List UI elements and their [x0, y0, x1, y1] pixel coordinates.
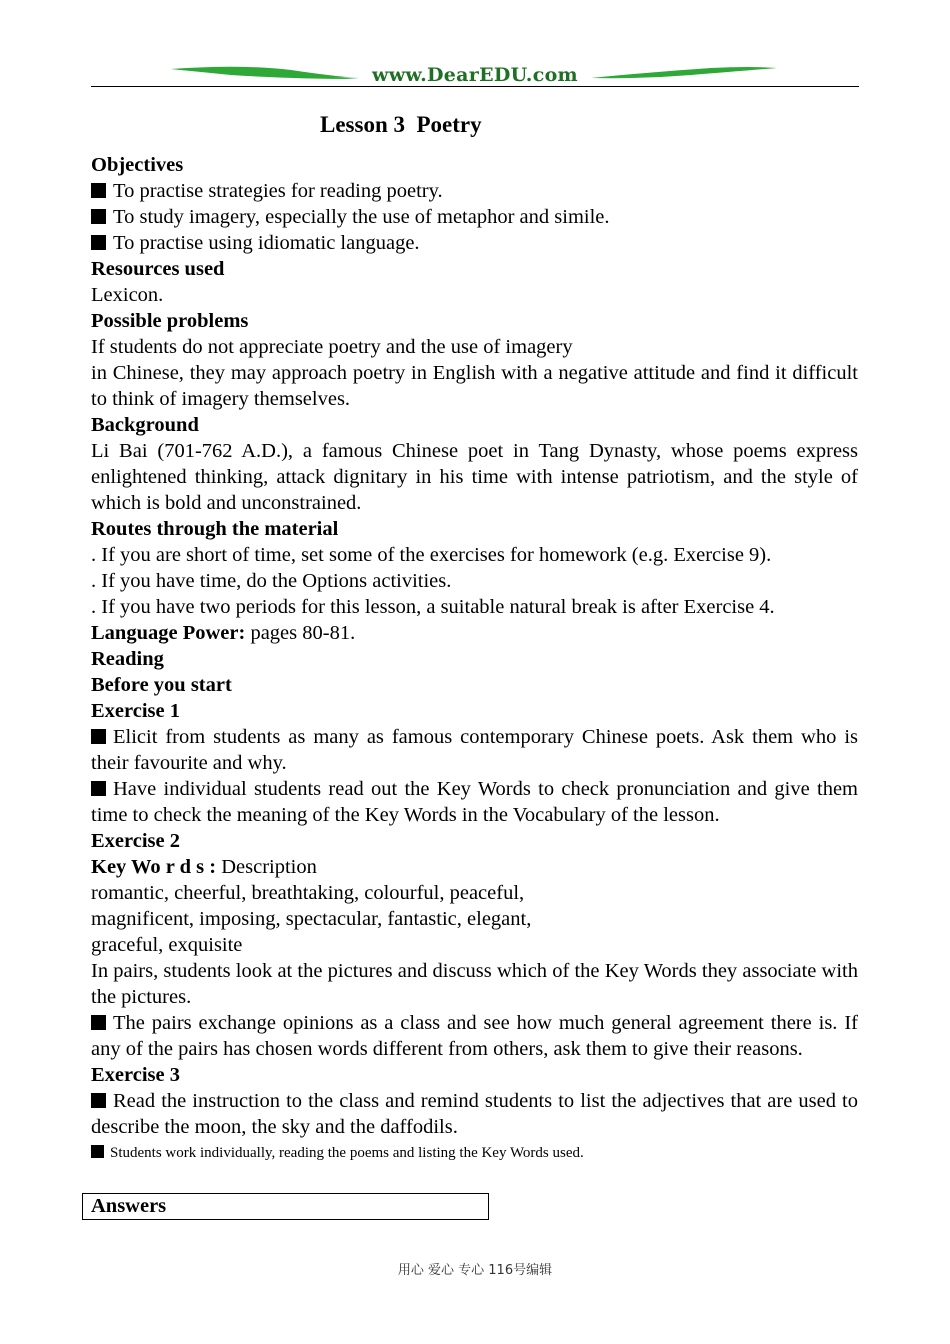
objective-item: To study imagery, especially the use of metaphor and simile. — [91, 204, 858, 230]
page-header — [91, 62, 859, 92]
objective-item: To practise strategies for reading poetry. — [91, 178, 858, 204]
lesson-content — [91, 152, 858, 1166]
resources-text: Lexicon. — [91, 284, 164, 306]
exercise1-item: Elicit from students as many as famous contemporary Chinese poets. Ask them who is their favourite and why. — [91, 726, 858, 774]
exercise2-instruction: In pairs, students look at the pictures and discuss which of the Key Words they associate with the pictures. — [91, 960, 858, 1008]
key-words-list-line: graceful, exquisite — [91, 934, 243, 956]
key-words-list-line: magnificent, imposing, spectacular, fantastic, elegant, — [91, 908, 532, 930]
language-power-line — [91, 620, 858, 646]
key-words-line — [91, 854, 858, 880]
objective-item: To practise using idiomatic language. — [91, 230, 858, 256]
exercise1-item: Have individual students read out the Key Words to check pronunciation and give them time to check the meaning of the Key Words in the Vocabulary of the lesson. — [91, 778, 858, 826]
exercise2-heading: Exercise 2 — [91, 830, 180, 852]
key-words-topic: Description — [216, 856, 317, 878]
square-bullet-icon — [91, 1093, 106, 1108]
background-paragraph: Li Bai (701-762 A.D.), a famous Chinese poet in Tang Dynasty, whose poems express enlightened thinking, attack dignitary in his time with intense patriotism, and the style of which is bold and unconstrained. — [91, 440, 858, 514]
exercise3-heading: Exercise 3 — [91, 1064, 180, 1086]
route-item: . If you have two periods for this lesson, a suitable natural break is after Exercise 4. — [91, 596, 775, 618]
reading-heading: Reading — [91, 648, 164, 670]
exercise3-item-small: Students work individually, reading the poems and listing the Key Words used. — [91, 1140, 858, 1166]
problems-heading: Possible problems — [91, 310, 249, 332]
routes-heading: Routes through the material — [91, 518, 339, 540]
exercise2-item: The pairs exchange opinions as a class and see how much general agreement there is. If any of the pairs has chosen words different from others, ask them to give their reasons. — [91, 1012, 858, 1060]
resources-heading: Resources used — [91, 258, 225, 280]
key-words-label: Key Wo r d s : — [91, 856, 217, 878]
objectives-heading: Objectives — [91, 154, 184, 176]
square-bullet-icon — [91, 183, 106, 198]
before-you-start-heading: Before you start — [91, 674, 232, 696]
answers-box: Answers — [82, 1193, 489, 1220]
square-bullet-icon — [91, 781, 106, 796]
site-logo-text: www.DearEDU.com — [372, 64, 578, 86]
background-heading: Background — [91, 414, 199, 436]
language-power-label: Language Power: — [91, 622, 246, 644]
square-bullet-icon — [91, 1145, 104, 1158]
square-bullet-icon — [91, 235, 106, 250]
square-bullet-icon — [91, 1015, 106, 1030]
square-bullet-icon — [91, 209, 106, 224]
header-rule — [91, 86, 859, 87]
route-item: . If you have time, do the Options activities. — [91, 570, 452, 592]
problems-line: If students do not appreciate poetry and the use of imagery — [91, 336, 573, 358]
page-footer: 用心 爱心 专心 116号编辑 — [397, 1263, 553, 1278]
route-item: . If you are short of time, set some of the exercises for homework (e.g. Exercise 9). — [91, 544, 772, 566]
exercise1-heading: Exercise 1 — [91, 700, 180, 722]
square-bullet-icon — [91, 729, 106, 744]
key-words-list-line: romantic, cheerful, breathtaking, colourful, peaceful, — [91, 882, 525, 904]
lesson-title: Lesson 3 Poetry — [320, 112, 482, 137]
problems-paragraph: in Chinese, they may approach poetry in English with a negative attitude and find it difficult to think of imagery themselves. — [91, 362, 858, 410]
exercise3-item: Read the instruction to the class and remind students to list the adjectives that are used to describe the moon, the sky and the daffodils. — [91, 1090, 858, 1138]
language-power-pages: pages 80-81. — [245, 622, 356, 644]
